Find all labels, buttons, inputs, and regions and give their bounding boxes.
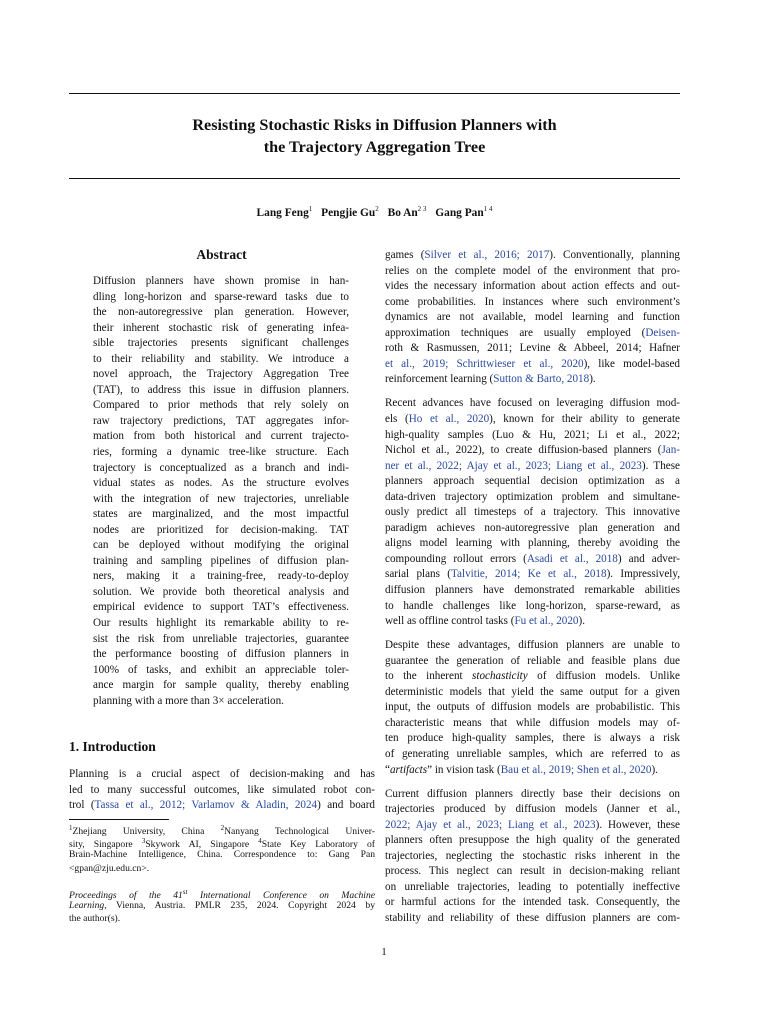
text-line: planning with a more than 3× acceleration.	[93, 694, 284, 707]
text-line: reinforcement learning (Sutton & Barto, 2018).	[385, 373, 596, 386]
text-line: 100% of tasks, and exhibit an appreciable toler-	[93, 663, 349, 676]
text-line: vides the necessary information about action effects and out-	[385, 280, 680, 293]
text-line: ners, making it a training-free, ready-to-deploy	[93, 570, 349, 583]
text-line: characteristic means that while diffusion models may of-	[385, 716, 680, 729]
abstract-body	[93, 274, 349, 709]
text-line: their inherent stochastic risk of generating infea-	[93, 321, 349, 334]
text-line: relies on the complete model of the environment that pro-	[385, 264, 680, 277]
proceedings-line: Learning, Vienna, Austria. PMLR 235, 2024. Copyright 2024 by	[69, 900, 375, 912]
text-line: process. This neglect can result in decision-making reliant	[385, 865, 680, 878]
text-line: guarantee the generation of reliable and feasible plans due	[385, 654, 680, 667]
paragraph	[385, 396, 680, 629]
proceedings-note	[69, 886, 375, 926]
author: Gang Pan$^{1 4}$	[435, 205, 493, 219]
footnote-line: <gpan@zju.edu.cn>.	[69, 862, 150, 874]
text-line: et al., 2019; Schrittwieser et al., 2020), like model-based	[385, 357, 680, 370]
text-line: states are marginalized, and the most impactful	[93, 508, 349, 521]
text-line: with the integration of new trajectories, unreliable	[93, 492, 349, 505]
footnote-rule	[69, 819, 169, 820]
text-line: 2022; Ajay et al., 2023; Liang et al., 2023). However, these	[385, 818, 680, 831]
introduction-body	[69, 767, 375, 814]
right-column	[385, 248, 680, 926]
text-line: on unreliable trajectories, leading to potentially ineffective	[385, 880, 680, 893]
text-line: the non-autoregressive plan generation. However,	[93, 306, 349, 319]
text-line: diffusion planners have demonstrated remarkable abilities	[385, 583, 680, 596]
author: Bo $An^{2 3}$	[387, 205, 427, 219]
text-line: or harmful actions for the intended task. Consequently, the	[385, 896, 680, 909]
text-line: ance margin for sample quality, thereby enabling	[93, 679, 349, 692]
text-line: Compared to prior methods that rely solely on	[93, 399, 349, 412]
text-line: high-quality samples (Luo & Hu, 2021; Li et al., 2022;	[385, 428, 680, 441]
text-line: Recent advances have focused on leveraging diffusion mod-	[385, 397, 680, 410]
paragraph	[385, 638, 680, 778]
text-line: the performance boosting of diffusion planners in	[93, 648, 349, 661]
text-line: sible trajectories presents significant challenges	[93, 337, 349, 350]
title-line: the Trajectory Aggregation Tree	[263, 138, 486, 156]
text-line: to handle challenges like long-horizon, sparse-reward, as	[385, 599, 680, 612]
text-line: (TAT), to address this issue in diffusion planners.	[93, 383, 349, 396]
text-line: nodes are prioritized for decision-making. TAT	[93, 523, 349, 536]
text-line: dynamics are not available, model learning and function	[385, 311, 680, 324]
text-line: ously predict all timesteps of a trajectory. This innovative	[385, 506, 680, 519]
title-bottom-rule	[69, 178, 680, 179]
abstract-heading: Abstract	[196, 247, 247, 262]
text-line: trajectory is conceptualized as a branch and indi-	[93, 461, 349, 474]
text-line: data-driven trajectory optimization problem and simultane-	[385, 490, 680, 503]
text-line: to the inherent stochasticity of diffusion models. Unlike	[385, 670, 680, 683]
text-line: planners approach sequential decision optimization as a	[385, 475, 680, 488]
footnote-line: $^1$Zhejiang University, China $^2$Nanyang Technological Univer-	[69, 824, 375, 838]
text-line: can be deployed without modifying the original	[93, 539, 349, 552]
text-line: roth & Rasmussen, 2011; Levine & Abbeel, 2014; Hafner	[385, 342, 680, 355]
text-line: Planning is a crucial aspect of decision-making and has	[69, 768, 375, 780]
text-line: input, the outputs of diffusion models are probabilistic. This	[385, 701, 680, 714]
text-line: Current diffusion planners directly base their decisions on	[385, 787, 680, 800]
affiliations-footnote	[69, 822, 375, 875]
introduction-heading: 1. Introduction	[69, 739, 156, 754]
text-line: Diffusion planners have shown promise in han-	[93, 275, 349, 287]
text-line: mation from both historical and current trajecto-	[93, 430, 349, 443]
text-line: stability and reliability of these diffusion planners are com-	[385, 911, 680, 924]
text-line: led to many successful outcomes, like simulated robot con-	[69, 783, 375, 796]
text-line: “artifacts” in vision task (Bau et al., 2019; Shen et al., 2020).	[385, 763, 658, 776]
text-line: paradigm achieves non-autoregressive plan generation and	[385, 521, 680, 534]
proceedings-line: Proceedings of the 41st International Conference on Machine	[69, 888, 376, 902]
footnote-line: sity, Singapore $^3$Skywork AI, Singapore $^4$State Key Laboratory of	[69, 837, 375, 851]
text-line: trajectories produced by diffusion models (Janner et al.,	[385, 803, 680, 816]
text-line: ner et al., 2022; Ajay et al., 2023; Liang et al., 2023). These	[385, 459, 680, 472]
text-line: vidual states as nodes. As the structure evolves	[93, 477, 349, 490]
title-line: Resisting Stochastic Risks in Diffusion Planners with	[192, 116, 557, 134]
text-line: trol (Tassa et al., 2012; Varlamov & Aladin, 2024) and board	[69, 799, 375, 812]
text-line: Despite these advantages, diffusion planners are unable to	[385, 639, 680, 652]
text-line: trajectories, neglecting the stochastic risks inherent in the	[385, 849, 680, 862]
text-line: Our results highlight its remarkable ability to re-	[93, 617, 349, 630]
text-line: raw trajectory predictions, TAT aggregates infor-	[93, 414, 349, 427]
text-line: come probabilities. In instances where such environment’s	[385, 295, 680, 308]
paragraph	[385, 248, 680, 388]
text-line: ten produce high-quality samples, there is always a risk	[385, 732, 680, 745]
page-number: 1	[381, 946, 387, 958]
text-line: approximation techniques are usually employed (Deisen-	[385, 326, 680, 339]
paragraph	[385, 787, 680, 927]
author: Lang Feng$^1$	[256, 205, 313, 219]
text-line: els (Ho et al., 2020), known for their ability to generate	[385, 412, 681, 425]
text-line: planners often presuppose the high quality of the generated	[385, 834, 680, 847]
text-line: aligns model learning with planning, thereby avoiding the	[385, 537, 680, 550]
text-line: novel approach, the Trajectory Aggregation Tree	[93, 368, 349, 381]
text-line: training and sampling pipelines of diffusion plan-	[93, 554, 349, 567]
text-line: games (Silver et al., 2016; 2017). Conventionally, planning	[385, 249, 681, 261]
text-line: ries, forming a dynamic tree-like structure. Each	[93, 446, 349, 459]
footnote-line: Brain-Machine Intelligence, China. Correspondence to: Gang Pan	[69, 849, 375, 861]
author: Pengjie Gu$^2$	[321, 205, 379, 219]
text-line: to their reliability and stability. We introduce a	[93, 352, 349, 365]
text-line: well as offline control tasks (Fu et al., 2020).	[385, 615, 585, 628]
author-list	[69, 205, 680, 219]
top-rule	[69, 93, 680, 94]
text-line: empirical evidence to support TAT’s effectiveness.	[93, 601, 349, 614]
text-line: sist the risk from unreliable trajectories, guarantee	[93, 632, 349, 645]
text-line: solution. We provide both theoretical analysis and	[93, 585, 349, 598]
text-line: sarial plans (Talvitie, 2014; Ke et al., 2018). Impressively,	[385, 568, 680, 581]
text-line: dling long-horizon and sparse-reward tasks due to	[93, 290, 349, 303]
text-line: deterministic models that yield the same output for a given	[385, 685, 680, 698]
text-line: Nichol et al., 2022), to create diffusion-based planners (Jan-	[385, 444, 680, 457]
paper-title	[69, 114, 680, 158]
proceedings-line: the author(s).	[69, 913, 121, 925]
text-line: compounding rollout errors (Asadi et al., 2018) and adver-	[385, 552, 681, 565]
text-line: of generating unreliable samples, which are referred to as	[385, 747, 680, 760]
